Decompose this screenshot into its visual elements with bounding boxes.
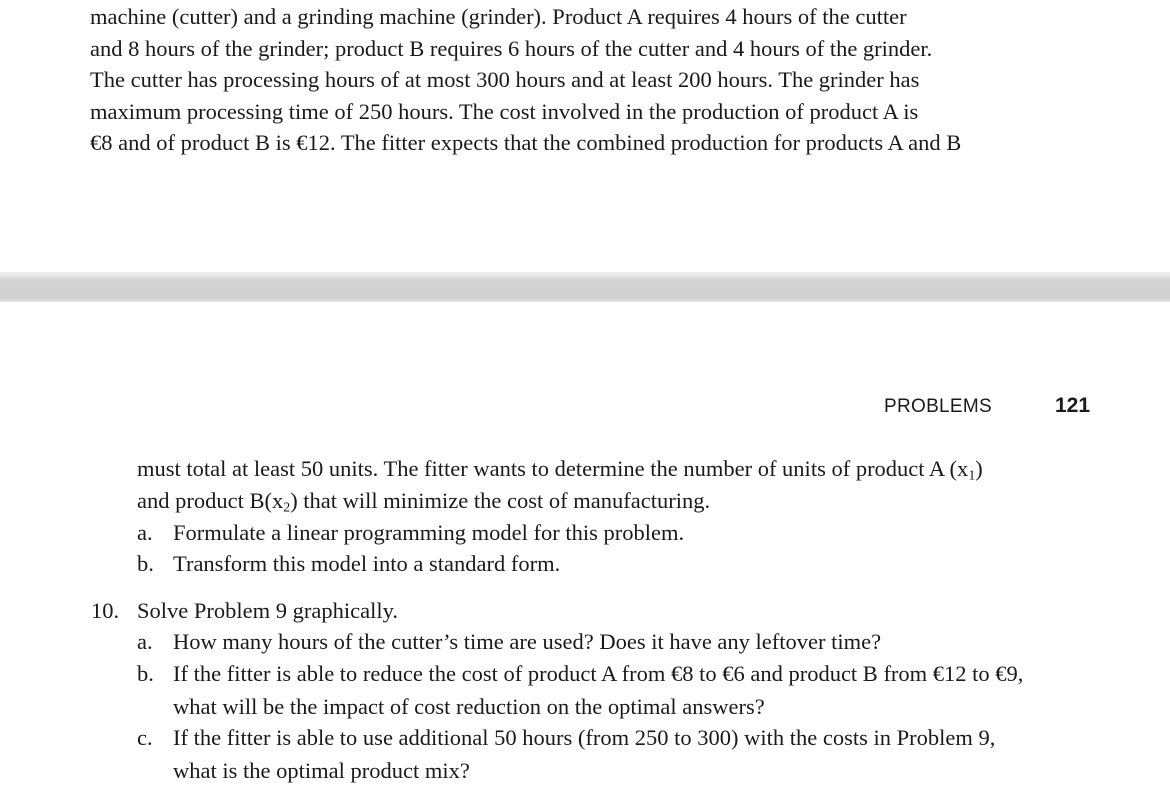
text-line: and 8 hours of the grinder; product B requires 6 hours of the cutter and 4 hours of the grinder.: [90, 36, 933, 61]
problem-heading: 10. Solve Problem 9 graphically.: [91, 598, 398, 623]
list-item-continuation: what will be the impact of cost reduction on the optimal answers?: [173, 694, 765, 719]
list-item: a. How many hours of the cutter’s time are used? Does it have any leftover time?: [137, 629, 882, 654]
list-item-continuation: what is the optimal product mix?: [173, 758, 470, 783]
text-line: maximum processing time of 250 hours. The cost involved in the production of product A is: [90, 99, 919, 124]
page-separator: [0, 272, 1170, 302]
text-line: must total at least 50 units. The fitter wants to determine the number of units of product A $(x_1)$: [137, 456, 983, 484]
section-header: PROBLEMS: [884, 396, 992, 417]
list-item: c. If the fitter is able to use additional 50 hours (from 250 to 300) with the costs in Problem 9,: [137, 725, 996, 750]
list-item: a. Formulate a linear programming model for this problem.: [137, 520, 685, 545]
list-item: b. If the fitter is able to reduce the cost of product A from €8 to €6 and product B from €12 to €9,: [137, 661, 1024, 686]
text-line: and product $B(x_2)$ that will minimize the cost of manufacturing.: [137, 488, 711, 516]
list-item: b. Transform this model into a standard form.: [137, 551, 561, 576]
text-line: machine (cutter) and a grinding machine (grinder). Product A requires 4 hours of the cutter: [90, 4, 907, 29]
page-number: 121: [1055, 394, 1091, 417]
text-line: The cutter has processing hours of at most 300 hours and at least 200 hours. The grinder has: [90, 67, 920, 92]
text-line: €8 and of product B is €12. The fitter expects that the combined production for products A and B: [90, 130, 962, 155]
